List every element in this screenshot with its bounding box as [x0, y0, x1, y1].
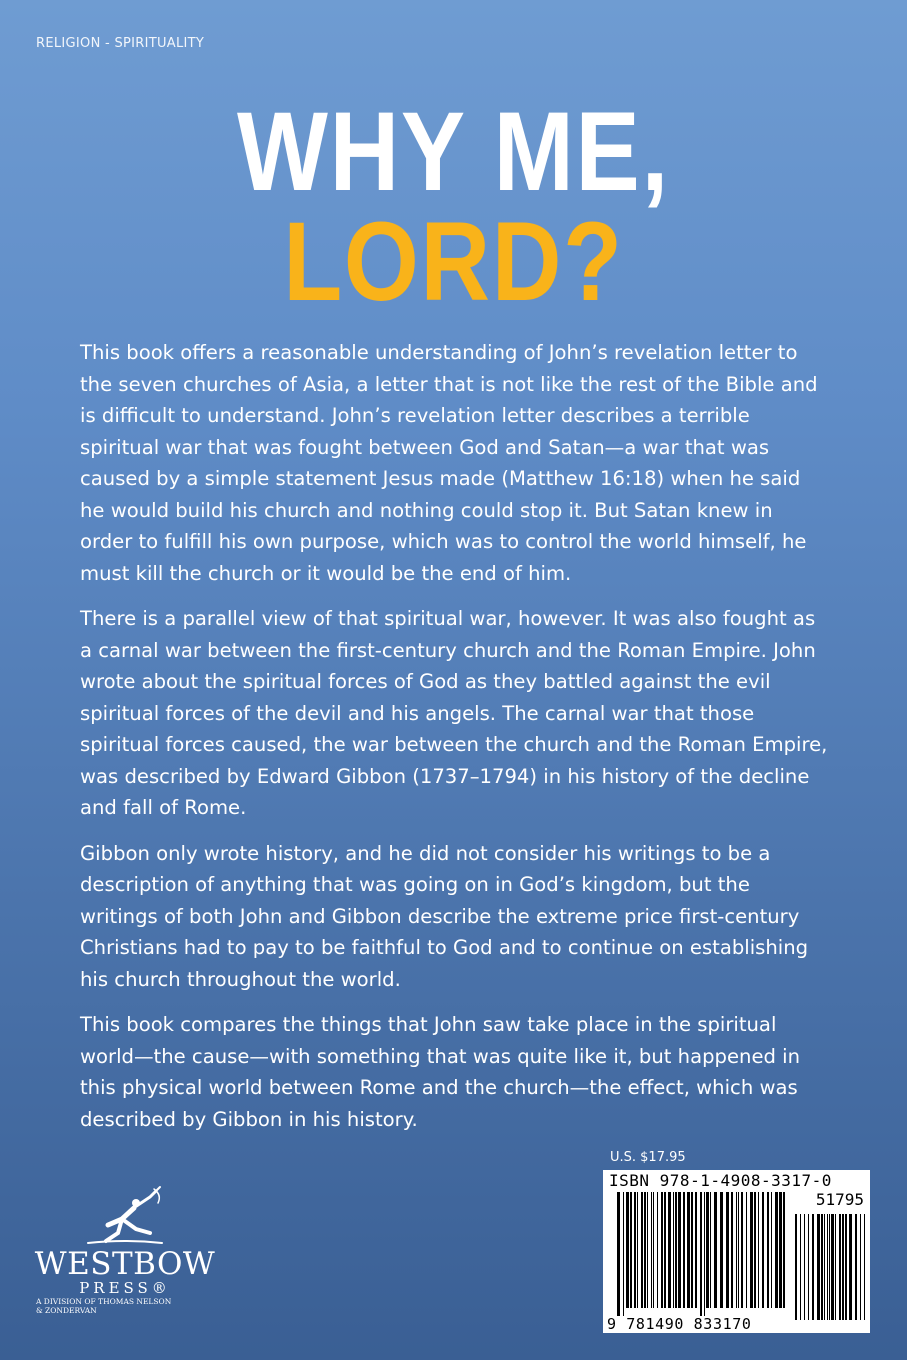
barcode-bar	[657, 1192, 658, 1308]
barcode-bar	[758, 1192, 759, 1308]
publisher-name: WESTBOW	[34, 1246, 216, 1282]
barcode-bar	[824, 1214, 825, 1320]
paragraph: Gibbon only wrote history, and he did not consider his writings to be a description of anything that was going on in God’s kingdom, but the writings of both John and Gibbon describe the extreme price first-century Christians had to pay to be faithful to God and to continue on establishing his church throughout the world.	[80, 841, 809, 991]
barcode	[603, 1170, 870, 1333]
barcode-bar	[687, 1192, 690, 1308]
description	[80, 337, 830, 1149]
title-line-1: WHY ME,	[236, 89, 671, 214]
barcode-bar	[668, 1192, 671, 1308]
publisher-division-2: & ZONDERVAN	[36, 1305, 97, 1315]
barcode-bar	[845, 1214, 847, 1320]
barcode-bar	[746, 1192, 747, 1308]
barcode-bar	[691, 1192, 693, 1308]
barcode-bar	[795, 1214, 797, 1320]
barcode-bar	[700, 1192, 702, 1316]
barcode-bar	[750, 1192, 753, 1308]
barcode-bar	[651, 1192, 652, 1308]
barcode-bar	[831, 1214, 834, 1320]
barcode-bar	[860, 1214, 861, 1320]
barcode-bar	[779, 1192, 782, 1308]
barcode-bar	[673, 1192, 674, 1308]
barcode-bar	[817, 1214, 820, 1320]
barcode-bar	[626, 1192, 629, 1308]
barcode-bar	[741, 1192, 743, 1308]
category-label: RELIGION - SPIRITUALITY	[36, 36, 205, 51]
barcode-bar	[695, 1192, 697, 1308]
title-line-2: LORD?	[283, 199, 624, 324]
barcode-bar	[812, 1214, 814, 1320]
ean-digits: 9 781490 833170	[607, 1315, 752, 1333]
barcode-bar	[835, 1214, 836, 1320]
publisher-logo	[30, 1185, 220, 1335]
barcode-bar	[704, 1192, 705, 1316]
publisher-division: A DIVISION OF THOMAS NELSON	[36, 1296, 172, 1306]
barcode-bar	[767, 1192, 769, 1308]
barcode-bar	[829, 1214, 830, 1320]
price-label: U.S. $17.95	[610, 1150, 686, 1165]
barcode-bar	[623, 1192, 624, 1316]
isbn-text: ISBN 978-1-4908-3317-0	[609, 1171, 832, 1190]
barcode-bars	[603, 1170, 870, 1333]
barcode-bar	[653, 1192, 654, 1308]
barcode-bar	[800, 1214, 801, 1320]
barcode-bar	[775, 1192, 778, 1308]
barcode-bar	[637, 1192, 638, 1308]
barcode-bar	[678, 1192, 681, 1308]
addon-code: 51795	[815, 1190, 864, 1209]
barcode-bar	[736, 1192, 737, 1308]
barcode-bar	[808, 1214, 809, 1320]
barcode-bar	[855, 1214, 857, 1320]
archer-figure-icon	[70, 1185, 180, 1247]
barcode-bar	[827, 1214, 828, 1320]
barcode-bar	[683, 1192, 685, 1308]
barcode-bar	[634, 1192, 636, 1308]
barcode-bar	[726, 1192, 729, 1308]
paragraph: There is a parallel view of that spiritual war, however. It was also fought as a carnal war between the first-century church and the Roman Empire. John wrote about the spiritual forces of God as they battled against the evil spiritual forces of the devil and his angels. The carnal war that those spiritual forces caused, the war between the church and the Roman Empire, was described by Edward Gibbon (1737–1794) in his history of the decline and fall of Rome.	[80, 607, 828, 819]
barcode-bar	[738, 1192, 739, 1308]
barcode-bar	[839, 1214, 841, 1320]
barcode-bar	[664, 1192, 666, 1308]
barcode-bar	[849, 1214, 852, 1320]
barcode-bar	[754, 1192, 756, 1308]
barcode-bar	[821, 1214, 823, 1320]
barcode-bar	[804, 1214, 805, 1320]
barcode-bar	[864, 1214, 865, 1320]
barcode-bar	[783, 1192, 785, 1308]
barcode-bar	[706, 1192, 709, 1308]
barcode-bar	[644, 1192, 646, 1308]
publisher-press: PRESS®	[79, 1279, 171, 1297]
paragraph: This book compares the things that John saw take place in the spiritual world—the cause—with something that was quite like it, but happened in this physical world between Rome and the church—the effect, which was described by Gibbon in his history.	[80, 1013, 801, 1131]
barcode-bar	[710, 1192, 711, 1308]
barcode-bar	[647, 1192, 648, 1308]
barcode-bar	[661, 1192, 663, 1308]
barcode-bar	[630, 1192, 632, 1308]
barcode-bar	[641, 1192, 643, 1308]
barcode-bar	[842, 1214, 844, 1320]
barcode-bar	[617, 1192, 620, 1316]
barcode-bar	[720, 1192, 723, 1308]
barcode-bar	[675, 1192, 677, 1308]
barcode-bar	[762, 1192, 764, 1308]
barcode-bar	[731, 1192, 733, 1308]
paragraph: This book offers a reasonable understanding of John’s revelation letter to the seven churches of Asia, a letter that is not like the rest of the Bible and is difficult to understand. John’s revelation letter describes a terrible spiritual war that was fought between God and Satan—a war that was caused by a simple statement Jesus made (Matthew 16:18) when he said he would build his church and nothing could stop it. But Satan knew in order to fulfill his own purpose, which was to control the world himself, he must kill the church or it would be the end of him.	[80, 341, 818, 585]
barcode-bar	[771, 1192, 772, 1308]
barcode-bar	[714, 1192, 717, 1308]
